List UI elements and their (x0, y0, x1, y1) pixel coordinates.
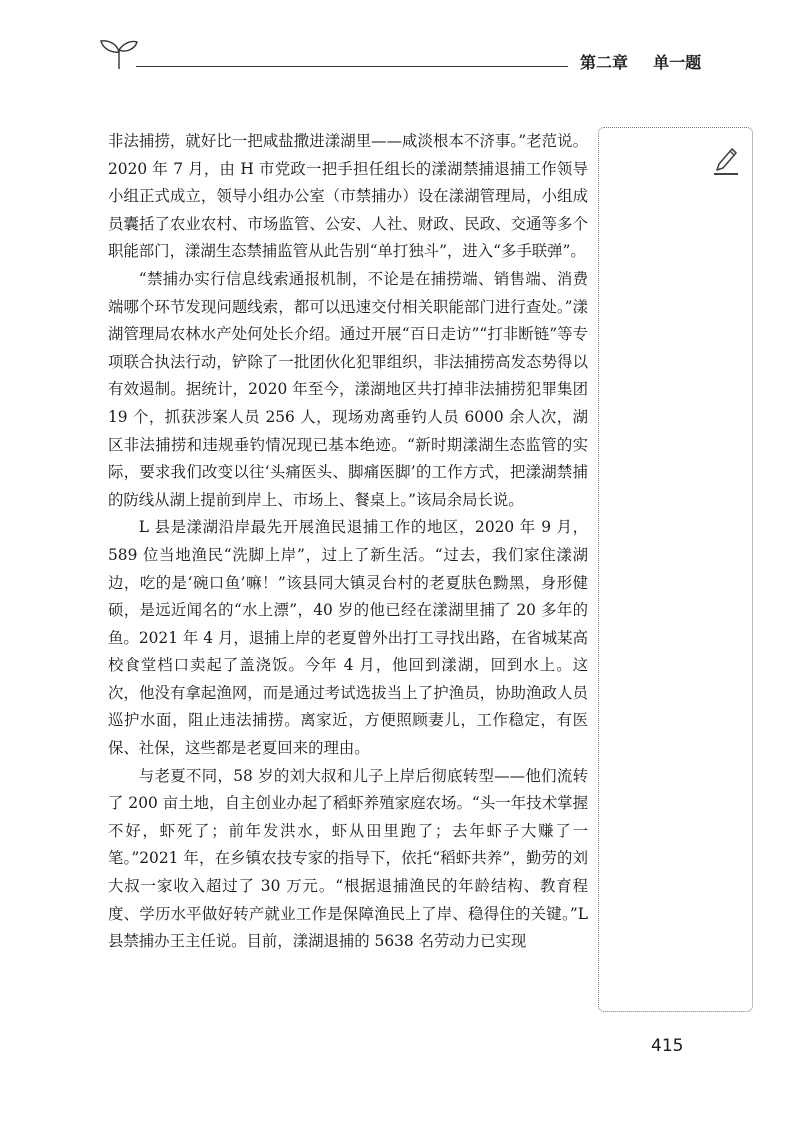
page-number: 415 (651, 1036, 684, 1056)
chapter-heading (580, 50, 730, 73)
header-rule (136, 66, 568, 67)
section-label: 单一题 (653, 53, 702, 72)
chapter-label: 第二章 (580, 53, 629, 72)
paragraph-1: 非法捕捞，就好比一把咸盐撒进漾湖里——咸淡根本不济事。”老范说。2020 年 7 月，由 H 市党政一把手担任组长的漾湖禁捕退捕工作领导小组正式成立，领导小组办公室（市禁捕办）设在漾湖管理局，小组成员囊括了农业农村、市场监管、公安、人社、财政、民政、交通等多个职能部门，漾湖生态禁捕监管从此告别“单打独斗”，进入“多手联弹”。 (108, 132, 588, 261)
pen-note-icon (712, 144, 740, 176)
body-text (108, 128, 588, 956)
paragraph-2: “禁捕办实行信息线索通报机制，不论是在捕捞端、销售端、消费端哪个环节发现问题线索，都可以迅速交付相关职能部门进行查处。”漾湖管理局农林水产处何处长介绍。通过开展“百日走访”“打非断链”等专项联合执法行动，铲除了一批团伙化犯罪组织，非法捕捞高发态势得以有效遏制。据统计，2020 年至今，漾湖地区共打掉非法捕捞犯罪集团 19 个，抓获涉案人员 256 人，现场劝离垂钓人员 6000 余人次，湖区非法捕捞和违规垂钓情况现已基本绝迹。“新时期漾湖生态监管的实际，要求我们改变以往‘头痛医头、脚痛医脚’的工作方式，把漾湖禁捕的防线从湖上提前到岸上、市场上、餐桌上。”该局余局长说。 (108, 269, 588, 509)
sprout-icon (98, 36, 140, 70)
paragraph-4: 与老夏不同，58 岁的刘大叔和儿子上岸后彻底转型——他们流转了 200 亩土地，自主创业办起了稻虾养殖家庭农场。“头一年技术掌握不好，虾死了；前年发洪水，虾从田里跑了；去年虾子大赚了一笔。”2021 年，在乡镇农技专家的指导下，依托“稻虾共养”，勤劳的刘大叔一家收入超过了 30 万元。“根据退捕渔民的年龄结构、教育程度、学历水平做好转产就业工作是保障渔民上了岸、稳得住的关键。”L 县禁捕办王主任说。目前，漾湖退捕的 5638 名劳动力已实现 (108, 766, 588, 951)
notes-margin-box (598, 127, 753, 1012)
paragraph-3: L 县是漾湖沿岸最先开展渔民退捕工作的地区，2020 年 9 月，589 位当地渔民“洗脚上岸”，过上了新生活。“过去，我们家住漾湖边，吃的是‘碗口鱼’嘛！”该县同大镇灵台村的老夏肤色黝黑，身形健硕，是远近闻名的“水上漂”，40 岁的他已经在漾湖里捕了 20 多年的鱼。2021 年 4 月，退捕上岸的老夏曾外出打工寻找出路，在省城某高校食堂档口卖起了盖浇饭。今年 4 月，他回到漾湖，回到水上。这次，他没有拿起渔网，而是通过考试选拔当上了护渔员，协助渔政人员巡护水面，阻止违法捕捞。离家近，方便照顾妻儿，工作稳定，有医保、社保，这些都是老夏回来的理由。 (108, 518, 588, 758)
